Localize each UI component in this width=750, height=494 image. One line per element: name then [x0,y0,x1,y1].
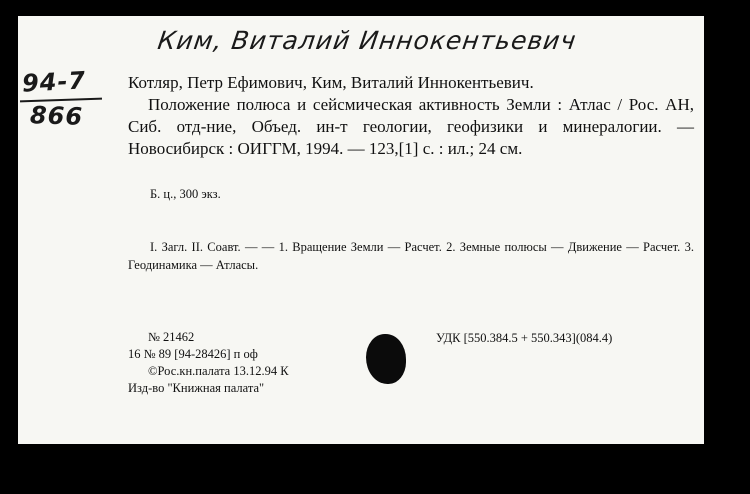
price-run: Б. ц., 300 экз. [150,187,221,201]
ink-stain [366,334,406,384]
publisher-line: Изд-во "Книжная палата" [128,381,265,395]
shelf-mark-bottom: 866 [29,101,84,131]
registration-line: 16 № 89 [94-28426] п оф [128,347,258,361]
handwritten-title: Ким, Виталий Иннокентьевич [155,26,579,55]
card-footer [128,329,289,397]
entry-description: Положение полюса и сейсмическая активность Земли : Атлас / Рос. АН, Сиб. отд-ние, Объед. ин-т геологии, геофизики и минералогии. — Новосибирск : ОИГГМ, 1994. — 123,[1] с. : ил.; 24 см. [128,95,694,158]
entry-heading: Котляр, Петр Ефимович, Ким, Виталий Иннокентьевич. [128,73,534,92]
catalog-card [18,16,704,444]
copyright-line: ©Рос.кн.палата 13.12.94 К [148,364,289,378]
bibliographic-entry [128,72,694,160]
shelf-mark-top: 94-7 [21,66,87,98]
subject-tracings: I. Загл. II. Соавт. — — 1. Вращение Земли — Расчет. 2. Земные полюсы — Движение — Расчет. 3. Геодинамика — Атласы. [128,240,694,272]
udk-classification: УДК [550.384.5 + 550.343](084.4) [436,331,613,345]
record-number: № 21462 [148,330,195,344]
